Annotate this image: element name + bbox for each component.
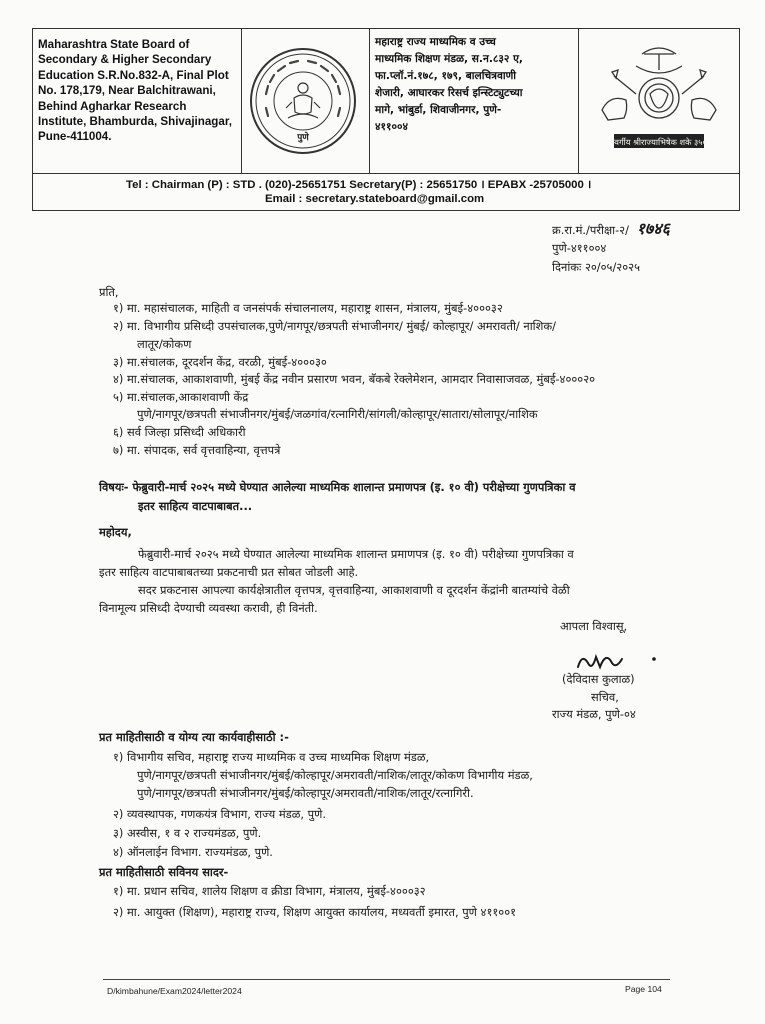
- copy-action-heading: प्रत माहितीसाठी व योग्य त्या कार्यवाहीसाठी :-: [99, 730, 289, 744]
- recipient-1: १) मा. महासंचालक, माहिती व जनसंपर्क संचालनालय, महाराष्ट्र शासन, मंत्रालय, मुंबई-४०००३२: [113, 301, 503, 315]
- copy-action-item-4: ४) ऑनलाईन विभाग. राज्यमंडळ, पुणे.: [113, 845, 273, 859]
- copy-action-item-1-cont-b: पुणे/नागपूर/छत्रपती संभाजीनगर/मुंबई/कोल्हापूर/अमरावती/नाशिक/लातूर/रत्नागिरी.: [137, 786, 474, 800]
- copy-action-item-1-cont-a: पुणे/नागपूर/छत्रपती संभाजीनगर/मुंबई/कोल्हापूर/अमरावती/नाशिक/लातूर/कोकण विभागीय मंडळ,: [137, 768, 533, 782]
- reference-date: दिनांकः २०/०५/२०२५: [552, 260, 641, 274]
- recipient-2: २) मा. विभागीय प्रसिध्दी उपसंचालक,पुणे/नागपूर/छत्रपती संभाजीनगर/ मुंबई/ कोल्हापूर/ अमरावती/ नाशिक/: [113, 319, 556, 333]
- subject-line-2: इतर साहित्य वाटपाबाबत...: [138, 499, 253, 513]
- to-label: प्रति,: [99, 285, 119, 299]
- recipient-5-cont: पुणे/नागपूर/छत्रपती संभाजीनगर/मुंबई/जळगांव/रत्नागिरी/सांगली/कोल्हापूर/सातारा/सोलापूर/नाशिक: [137, 407, 538, 421]
- recipient-2-cont: लातूर/कोकण: [137, 337, 192, 351]
- reference-city: पुणे-४११००४: [552, 241, 607, 255]
- footer-path: D/kimbahune/Exam2024/letter2024: [107, 986, 242, 996]
- copy-info-heading: प्रत माहितीसाठी सविनय सादर-: [99, 865, 229, 879]
- subject-line-1: विषयः- फेब्रुवारी-मार्च २०२५ मध्ये घेण्यात आलेल्या माध्यमिक शालान्त प्रमाणपत्र (इ. १० वी) परीक्षेच्या गुणपत्रिका व: [99, 480, 576, 494]
- marathi-address: महाराष्ट्र राज्य माध्यमिक व उच्च माध्यमिक शिक्षण मंडळ, स.न.८३२ ए, फा.प्लॉ.नं.१७८, १७९, बालचित्रवाणी शेजारी, आघारकर रिसर्च इन्स्टिट्युटच्या मागे, भांबुर्डा, शिवाजीनगर, पुणे- ४११००४: [375, 36, 523, 133]
- reference-number: क्र.रा.मं./परीक्षा-२/ १७४६: [552, 219, 670, 238]
- seal-text: पुणे: [297, 133, 309, 143]
- signatory-office: राज्य मंडळ, पुणे-०४: [552, 707, 636, 721]
- english-address: Maharashtra State Board of Secondary & Higher Secondary Education S.R.No.832-A, Final Plot No. 178,179, Near Balchitrawani, Behind Agharkar Research Institute, Bhamburda, Shivajinagar, Pune-411004.: [38, 38, 232, 144]
- emblem-caption: स्वर्गीय श्रीराज्याभिषेक शके ३५०: [611, 137, 707, 147]
- signatory-designation: सचिव,: [591, 690, 619, 704]
- body-line-1: फेब्रुवारी-मार्च २०२५ मध्ये घेण्यात आलेल्या माध्यमिक शालान्त प्रमाणपत्र (इ. १० वी) परीक्षेच्या गुणपत्रिका व: [138, 547, 574, 561]
- body-line-3: सदर प्रकटनास आपल्या कार्यक्षेत्रातील वृत्तपत्र, वृत्तवाहिन्या, आकाशवाणी व दूरदर्शन केंद्रांनी बातम्यांचे वेळी: [138, 583, 570, 597]
- recipient-6: ६) सर्व जिल्हा प्रसिध्दी अधिकारी: [113, 425, 246, 439]
- recipient-3: ३) मा.संचालक, दूरदर्शन केंद्र, वरळी, मुंबई-४०००३०: [113, 355, 327, 369]
- body-line-4: विनामूल्य प्रसिध्दी देण्याची व्यवस्था करावी, ही विनंती.: [99, 601, 318, 615]
- salutation: महोदय,: [99, 525, 132, 539]
- signatory-name: (देविदास कुलाळ): [562, 672, 635, 686]
- recipient-5: ५) मा.संचालक,आकाशवाणी केंद्र: [113, 390, 249, 404]
- copy-action-item-1: १) विभागीय सचिव, महाराष्ट्र राज्य माध्यमिक व उच्च माध्यमिक शिक्षण मंडळ,: [113, 750, 430, 764]
- closing: आपला विश्वासू,: [560, 619, 628, 633]
- recipient-4: ४) मा.संचालक, आकाशवाणी, मुंबई केंद्र नवीन प्रसारण भवन, बॅकबे रेक्लेमेशन, आमदार निवासाजवळ, मुंबई-४०००२०: [113, 372, 596, 386]
- copy-info-item-2: २) मा. आयुक्त (शिक्षण), महाराष्ट्र राज्य, शिक्षण आयुक्त कार्यालय, मध्यवर्ती इमारत, पुणे ४११००१: [113, 905, 517, 919]
- copy-info-item-1: १) मा. प्रधान सचिव, शालेय शिक्षण व क्रीडा विभाग, मंत्रालय, मुंबई-४०००३२: [113, 884, 426, 898]
- state-emblem-logo: [584, 36, 734, 154]
- contact-line: Tel : Chairman (P) : STD . (020)-25651751 Secretary(P) : 25651750 । EPABX -25705000 ।: [126, 179, 592, 191]
- footer-rule: [103, 979, 670, 980]
- handwritten-number: १७४६: [636, 219, 670, 238]
- body-line-2: इतर साहित्य वाटपाबाबतच्या प्रकटनाची प्रत सोबत जोडली आहे.: [99, 565, 359, 579]
- recipient-7: ७) मा. संपादक, सर्व वृत्तवाहिन्या, वृत्तपत्रे: [113, 443, 281, 457]
- copy-action-item-3: ३) अस्वीस, १ व २ राज्यमंडळ, पुणे.: [113, 826, 262, 840]
- copy-action-item-2: २) व्यवस्थापक, गणकयंत्र विभाग, राज्य मंडळ, पुणे.: [113, 807, 327, 821]
- footer-page: Page 104: [625, 984, 662, 994]
- email-line: Email : secretary.stateboard@gmail.com: [265, 193, 485, 205]
- board-seal-logo: [248, 46, 358, 156]
